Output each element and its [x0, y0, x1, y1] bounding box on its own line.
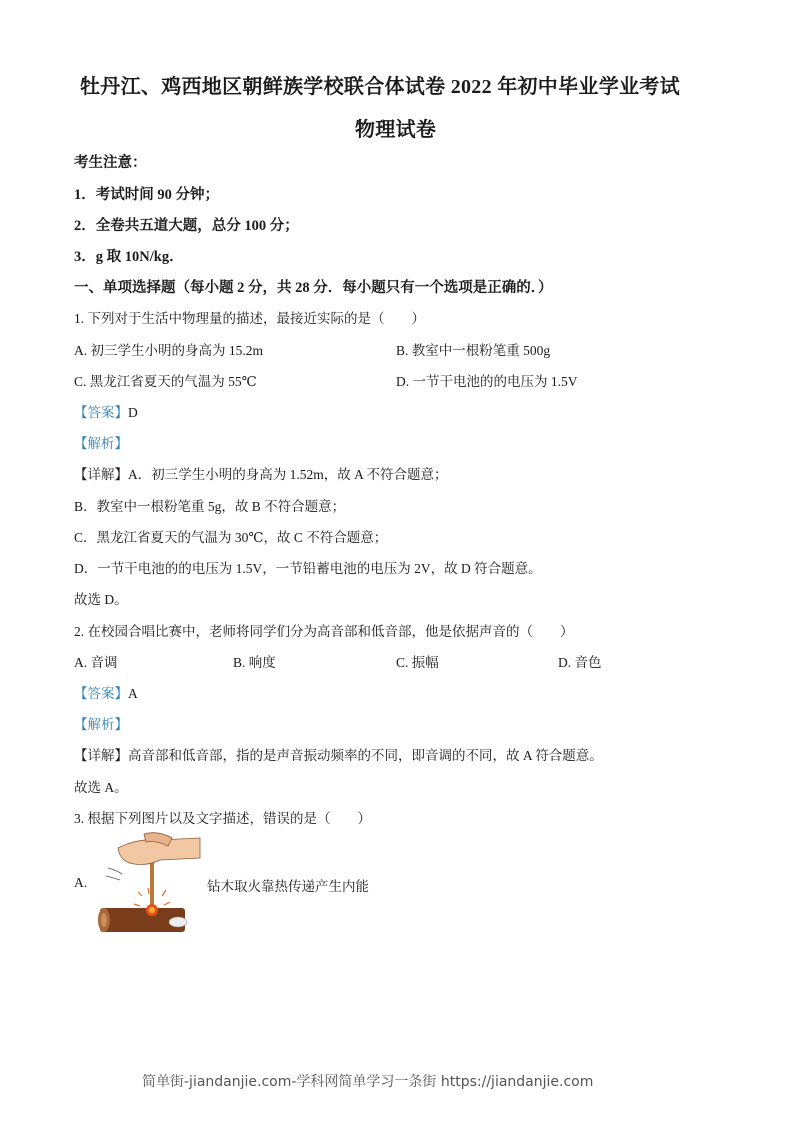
footer-watermark: 简单街-jiandanjie.com-学科网简单学习一条街 https://jiandanjie.com: [142, 1074, 594, 1090]
detail-line: 【详解】高音部和低音部，指的是声音振动频率的不同，即音调的不同，故 A 符合题意。: [74, 748, 603, 763]
option-a-label: A.: [74, 875, 88, 890]
question-stem: 3. 根据下列图片以及文字描述，错误的是（ ）: [74, 811, 371, 826]
answer-label: 【答案】: [74, 405, 128, 420]
option-b: B. 教室中一根粉笔重 500g: [396, 343, 551, 358]
detail-line: C．黑龙江省夏天的气温为 30℃，故 C 不符合题意；: [74, 530, 388, 545]
option-a-text: 钻木取火靠热传递产生内能: [207, 879, 369, 894]
detail-line: 【详解】A．初三学生小明的身高为 1.52m，故 A 不符合题意；: [74, 467, 448, 482]
option-b: B. 响度: [233, 655, 276, 670]
drilling-wood-fire-illustration: [98, 830, 203, 935]
notice-item: 1．考试时间 90 分钟；: [74, 187, 219, 203]
analysis-label: 【解析】: [74, 436, 128, 451]
answer-value: A: [128, 686, 138, 701]
notice-item: 3．g 取 10N/kg．: [74, 249, 184, 265]
document-title: 牡丹江、鸡西地区朝鲜族学校联合体试卷 2022 年初中毕业学业考试: [80, 76, 680, 98]
notice-heading: 考生注意：: [74, 155, 147, 171]
option-d: D. 音色: [558, 655, 602, 670]
question-stem: 2. 在校园合唱比赛中，老师将同学们分为高音部和低音部，他是依据声音的（ ）: [74, 624, 574, 639]
option-a: A. 音调: [74, 655, 118, 670]
question-stem: 1. 下列对于生活中物理量的描述，最接近实际的是（ ）: [74, 311, 425, 326]
option-a: A. 初三学生小明的身高为 15.2m: [74, 343, 263, 358]
answer-value: D: [128, 405, 138, 420]
option-c: C. 黑龙江省夏天的气温为 55℃: [74, 374, 257, 389]
option-c: C. 振幅: [396, 655, 439, 670]
detail-line: D．一节干电池的的电压为 1.5V，一节铅蓄电池的电压为 2V，故 D 符合题意。: [74, 561, 542, 576]
notice-item: 2．全卷共五道大题，总分 100 分；: [74, 218, 299, 234]
answer-line: [74, 682, 138, 702]
option-d: D. 一节干电池的的电压为 1.5V: [396, 374, 578, 389]
answer-label: 【答案】: [74, 686, 128, 701]
detail-line: 故选 D。: [74, 592, 128, 607]
detail-line: B．教室中一根粉笔重 5g，故 B 不符合题意；: [74, 499, 346, 514]
answer-line: [74, 401, 138, 421]
section-heading: 一、单项选择题（每小题 2 分，共 28 分．每小题只有一个选项是正确的．）: [74, 280, 553, 296]
analysis-label: 【解析】: [74, 717, 128, 732]
document-subtitle: 物理试卷: [355, 119, 437, 141]
detail-line: 故选 A。: [74, 780, 128, 795]
